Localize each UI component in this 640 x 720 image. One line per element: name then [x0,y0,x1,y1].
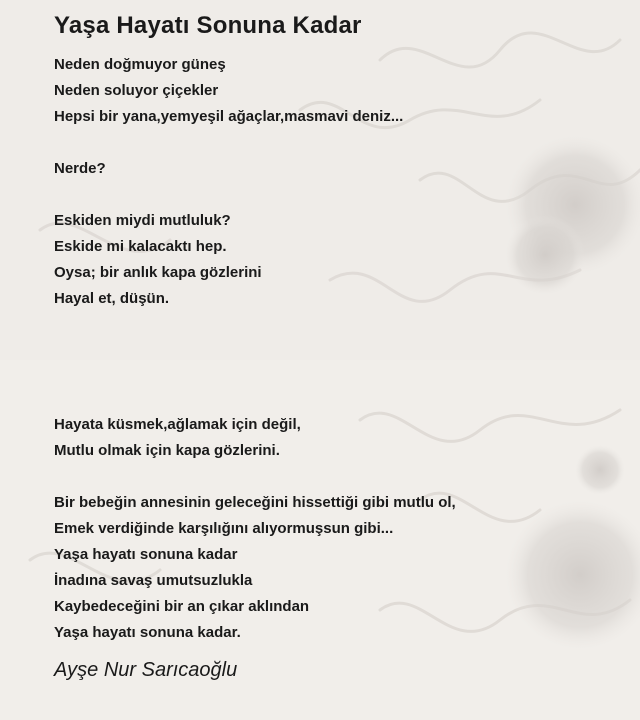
poem-line: Emek verdiğinde karşılığını alıyormuşsun gibi... [54,520,394,537]
poem-line: Neden soluyor çiçekler [54,82,219,99]
poem-line: Hayal et, düşün. [54,290,170,307]
poem-line: Yaşa hayatı sonuna kadar. [54,624,241,641]
poem-line: Eskide mi kalacaktı hep. [54,238,227,255]
poem-line: Mutlu olmak için kapa gözlerini. [54,442,280,459]
poem-line: Eskiden miydi mutluluk? [54,212,231,229]
poem-title: Yaşa Hayatı Sonuna Kadar [54,12,362,39]
poem-line: Neden doğmuyor güneş [54,56,226,73]
poem-line: Kaybedeceğini bir an çıkar aklından [54,598,310,615]
poem-line: Oysa; bir anlık kapa gözlerini [54,264,262,281]
poem-line: Hepsi bir yana,yemyeşil ağaçlar,masmavi deniz... [54,108,404,125]
poem-line: Bir bebeğin annesinin geleceğini hissettiği gibi mutlu ol, [54,494,456,511]
poem-author: Ayşe Nur Sarıcaoğlu [54,659,238,681]
poem-line: Yaşa hayatı sonuna kadar [54,546,238,563]
poem-line: Hayata küsmek,ağlamak için değil, [54,416,301,433]
poem-line: İnadına savaş umutsuzlukla [54,572,253,589]
poem-line: Nerde? [54,160,106,177]
